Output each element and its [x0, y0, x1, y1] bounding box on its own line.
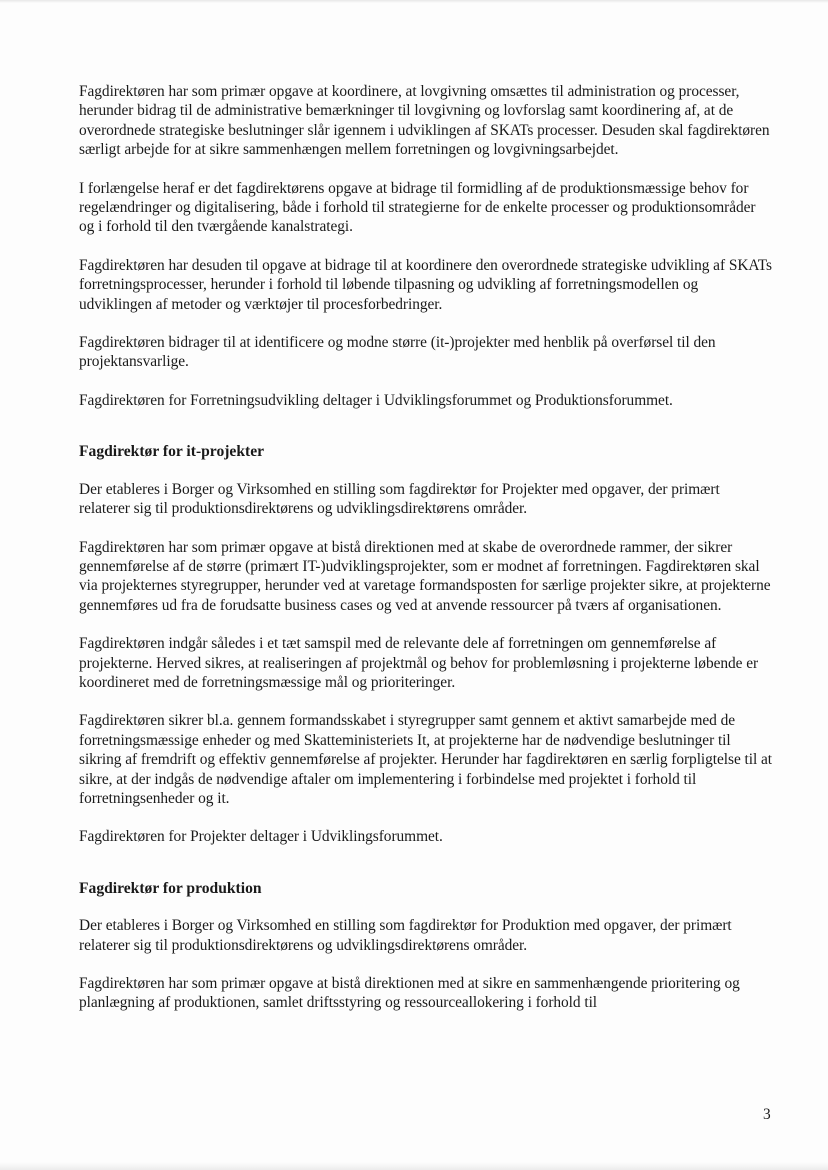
section-heading-produktion: Fagdirektør for produktion	[79, 879, 262, 897]
paragraph: Der etableres i Borger og Virksomhed en stilling som fagdirektør for Produktion med opgaver, der primært relaterer sig til produktionsdirektørens og udviklingsdirektørens områder.	[79, 917, 732, 954]
scan-edge-top	[0, 0, 828, 3]
paragraph: Fagdirektøren har som primær opgave at bistå direktionen med at sikre en sammenhængende prioritering og planlægning af produktionen, samlet driftsstyring og ressourceallokering i forhold til	[79, 975, 740, 1012]
paragraph: Fagdirektøren for Forretningsudvikling deltager i Udviklingsforummet og Produktionsforummet.	[79, 391, 673, 409]
paragraph: Der etableres i Borger og Virksomhed en stilling som fagdirektør for Projekter med opgaver, der primært relaterer sig til produktionsdirektørens og udviklingsdirektørens områder.	[79, 480, 720, 518]
paragraph: Fagdirektøren har desuden til opgave at bidrage til at koordinere den overordnede strategiske udvikling af SKATs forretningsprocesser, herunder i forhold til løbende tilpasning og udvikling af forretningsmodellen og udviklingen af metoder og værktøjer til procesforbedringer.	[79, 256, 772, 313]
paragraph: Fagdirektøren for Projekter deltager i Udviklingsforummet.	[79, 828, 443, 846]
paragraph: Fagdirektøren sikrer bl.a. gennem formandsskabet i styregrupper samt gennem et aktivt samarbejde med de forretningsmæssige enheder og med Skatteministeriets It, at projekterne har de nødvendige beslutninger til sikring af fremdrift og effektiv gennemførelse af projekter. Herunder har fagdirektøren en særlig forpligtelse til at sikre, at der indgås de nødvendige aftaler om implementering i forbindelse med projektet i forhold til forretningsenheder og it.	[79, 712, 773, 807]
section-heading-it-projekter: Fagdirektør for it-projekter	[79, 443, 265, 461]
scan-edge-bottom	[0, 1162, 828, 1170]
page-number: 3	[763, 1106, 771, 1123]
paragraph: I forlængelse heraf er det fagdirektørens opgave at bidrage til formidling af de produktionsmæssige behov for regelændringer og digitalisering, både i forhold til strategierne for de enkelte processer og produktionsområder og i forhold til den tværgående kanalstrategi.	[79, 179, 756, 236]
paragraph: Fagdirektøren bidrager til at identificere og modne større (it-)projekter med henblik på overførsel til den projektansvarlige.	[79, 334, 716, 371]
paragraph: Fagdirektøren har som primær opgave at bistå direktionen med at skabe de overordnede rammer, der sikrer gennemførelse af de større (primært IT-)udviklingsprojekter, som er modnet af forretningen. Fagdirektøren skal via projekternes styregrupper, herunder ved at varetage formandsposten for særlige projekter sikre, at projekterne gennemføres ud fra de forudsatte business cases og ved at anvende ressourcer på tværs af organisationen.	[79, 538, 771, 614]
paragraph: Fagdirektøren indgår således i et tæt samspil med de relevante dele af forretningen om gennemførelse af projekterne. Herved sikres, at realiseringen af projektmål og behov for problemløsning i projekterne løbende er koordineret med de forretningsmæssige mål og prioriteringer.	[79, 635, 759, 691]
paragraph: Fagdirektøren har som primær opgave at koordinere, at lovgivning omsættes til administration og processer, herunder bidrag til de administrative bemærkninger til lovgivning og lovforslag samt koordinering af, at de overordnede strategiske beslutninger slår igennem i udviklingen af SKATs processer. Desuden skal fagdirektøren særligt arbejde for at sikre sammenhængen mellem forretningen og lovgivningsarbejdet.	[79, 83, 770, 159]
document-body	[79, 82, 774, 1013]
